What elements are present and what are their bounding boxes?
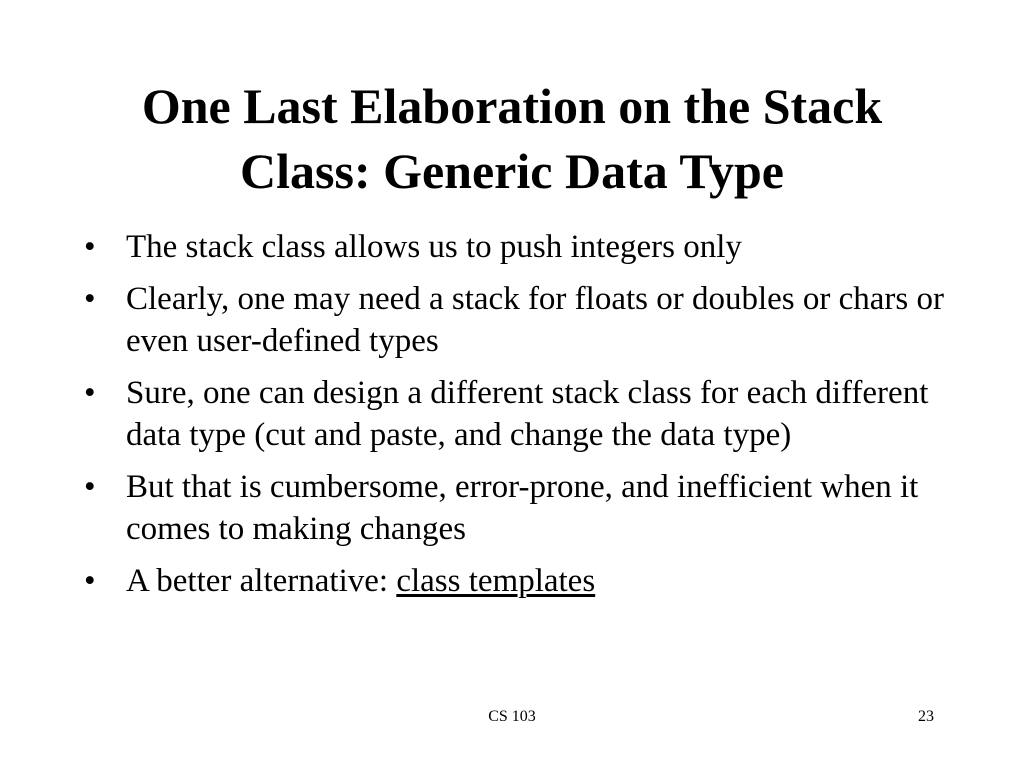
- bullet-icon: •: [84, 229, 96, 265]
- bullet-icon: •: [84, 281, 96, 317]
- bullet-icon: •: [84, 375, 96, 411]
- bullet-text: Sure, one can design a different stack class for each different data type (cut and paste, and change the data type): [126, 375, 929, 453]
- bullet-text: But that is cumbersome, error-prone, and inefficient when it comes to making changes: [126, 469, 919, 547]
- bullet-item: [84, 372, 964, 456]
- bullet-item: [84, 560, 964, 602]
- bullet-item: [84, 278, 964, 362]
- slide-title: [40, 74, 984, 204]
- slide-title-line-2: Class: Generic Data Type: [240, 143, 784, 199]
- bullet-item: [84, 226, 964, 268]
- bullet-list: [84, 226, 964, 612]
- bullet-icon: •: [84, 469, 96, 505]
- slide-number: 23: [918, 708, 934, 725]
- bullet-text: The stack class allows us to push integers only: [126, 229, 742, 265]
- bullet-item: [84, 466, 964, 550]
- bullet-icon: •: [84, 563, 96, 599]
- bullet-text: Clearly, one may need a stack for floats or doubles or chars or even user-defined types: [126, 281, 944, 359]
- class-templates-term: class templates: [396, 563, 596, 599]
- bullet-text: A better alternative:: [126, 563, 397, 599]
- footer-course-label: CS 103: [488, 708, 536, 725]
- slide-title-line-1: One Last Elaboration on the Stack: [141, 78, 883, 134]
